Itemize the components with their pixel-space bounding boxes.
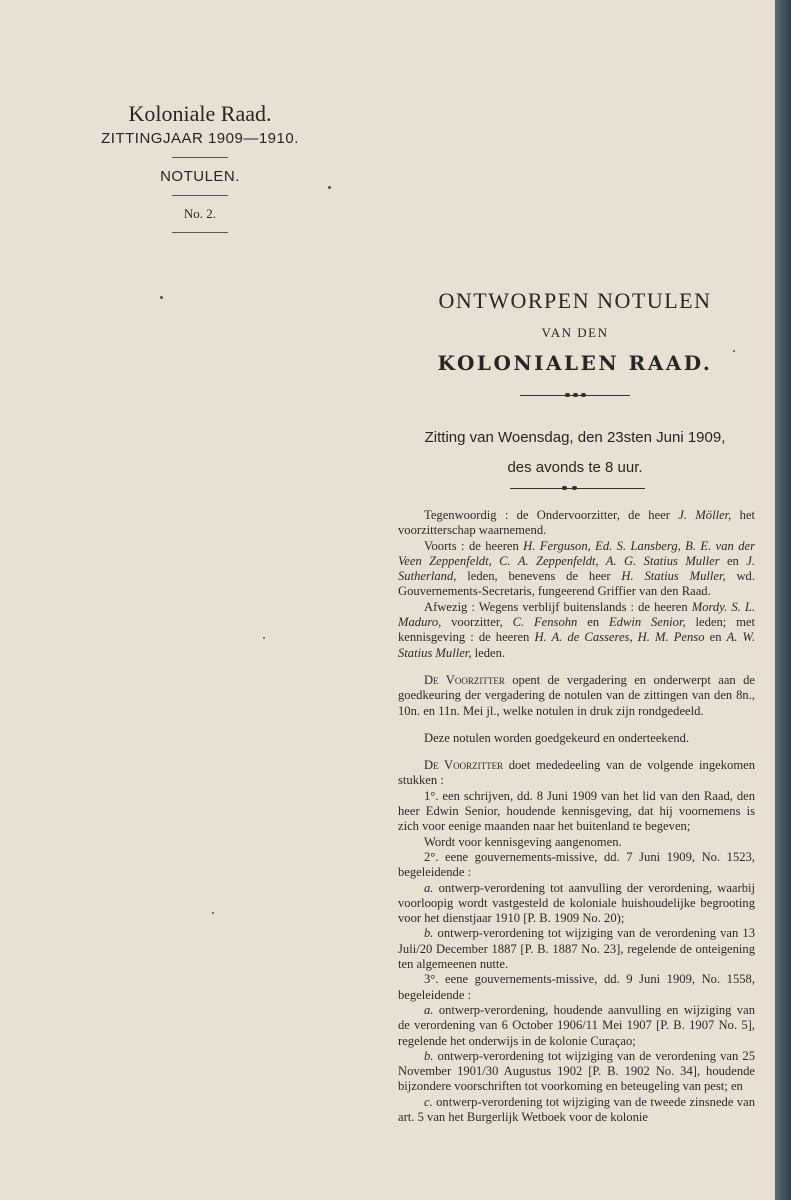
item-3b: b. ontwerp-verordening tot wijziging van de verordening van 25 November 1901/30 Augustus 1902 [P. B. 1902 No. 34], houdende bijzondere voorschriften tot voorkoming en beteugeling van pest; en (398, 1048, 755, 1094)
issue-number: No. 2. (183, 206, 217, 221)
masthead (395, 287, 755, 399)
council-title: Koloniale Raad. (128, 101, 272, 126)
item-2b: b. ontwerp-verordening tot wijziging van de verordening van 13 Juli/20 December 1887 [P. B. 1887 No. 23], regelende de onteigening ten algemeenen nutte. (398, 926, 755, 972)
item-3c: c. ontwerp-verordening tot wijziging van de tweede zinsnede van art. 5 van het Burgerlijk Wetboek voor de kolonie (398, 1094, 755, 1124)
announcement-paragraph: De Voorzitter doet mededeeling van de volgende ingekomen stukken : (398, 758, 755, 788)
ornament-divider (510, 484, 645, 492)
item-3a: a. ontwerp-verordening, houdende aanvulling en wijziging van de verordening van 6 October 1906/11 Mei 1907 [P. B. 1907 No. 5], regelende het onderwijs in de kolonie Curaçao; (398, 1002, 755, 1048)
minutes-body (398, 508, 755, 1125)
paper-speck (263, 637, 265, 639)
item-1-decision: Wordt voor kennisgeving aangenomen. (424, 834, 622, 849)
masthead-title: ONTWORPEN NOTULEN (438, 288, 712, 313)
divider (172, 157, 228, 158)
ornament-divider (520, 391, 630, 399)
session-date: Zitting van Woensdag, den 23sten Juni 1909, (424, 429, 726, 446)
approval-paragraph: Deze notulen worden goedgekeurd en onderteekend. (424, 730, 690, 745)
paper-speck (160, 296, 163, 299)
divider (172, 195, 228, 196)
item-1: 1°. een schrijven, dd. 8 Juni 1909 van het lid van den Raad, den heer Edwin Senior, houdende kennisgeving, dat hij voornemens is zich voor eenige maanden naar het buitenland te begeven; (398, 788, 755, 834)
paper-speck (212, 912, 214, 914)
session-time: des avonds te 8 uur. (507, 459, 643, 476)
session-heading (395, 423, 755, 483)
masthead-subtitle: VAN DEN (541, 325, 609, 340)
paper-speck (328, 186, 331, 189)
item-3: 3°. eene gouvernements-missive, dd. 9 Juni 1909, No. 1558, begeleidende : (398, 972, 755, 1002)
absent-paragraph: Afwezig : Wegens verblijf buitenslands : de heeren Mordy. S. L. Maduro, voorzitter, C. Fensohn en Edwin Senior, leden; met kennisgeving : de heeren H. A. de Casseres, H. M. Penso en A. W. Statius Muller, leden. (398, 599, 755, 660)
session-year: ZITTINGJAAR 1909—1910. (101, 130, 299, 147)
item-2: 2°. eene gouvernements-missive, dd. 7 Juni 1909, No. 1523, begeleidende : (398, 849, 755, 880)
page-edge (775, 0, 791, 1200)
item-2a: a. ontwerp-verordening tot aanvulling der verordening, waarbij voorloopig wordt vastgesteld de koloniale huishoudelijke begrooting voor het dienstjaar 1910 [P. B. 1909 No. 20); (398, 880, 755, 926)
section-label: NOTULEN. (160, 168, 240, 185)
paper-speck (733, 350, 735, 352)
present-paragraph: Tegenwoordig : de Ondervoorzitter, de heer J. Möller, het voorzitterschap waarnemend. (398, 508, 755, 538)
opening-paragraph: De Voorzitter opent de vergadering en onderwerpt aan de goedkeuring der vergadering de notulen van de zittingen van den 8n., 10n. en 11n. Mei jl., welke notulen in druk zijn rondgedeeld. (398, 672, 755, 718)
masthead-council: KOLONIALEN RAAD. (437, 351, 713, 375)
further-present-paragraph: Voorts : de heeren H. Ferguson, Ed. S. Lansberg, B. E. van der Veen Zeppenfeldt, C. A. Zeppenfeldt, A. G. Statius Muller en J. Sutherland, leden, benevens de heer H. Statius Muller, wd. Gouvernements-Secretaris, fungeerend Griffier van den Raad. (398, 538, 755, 599)
divider (172, 232, 228, 233)
left-header (95, 100, 305, 243)
